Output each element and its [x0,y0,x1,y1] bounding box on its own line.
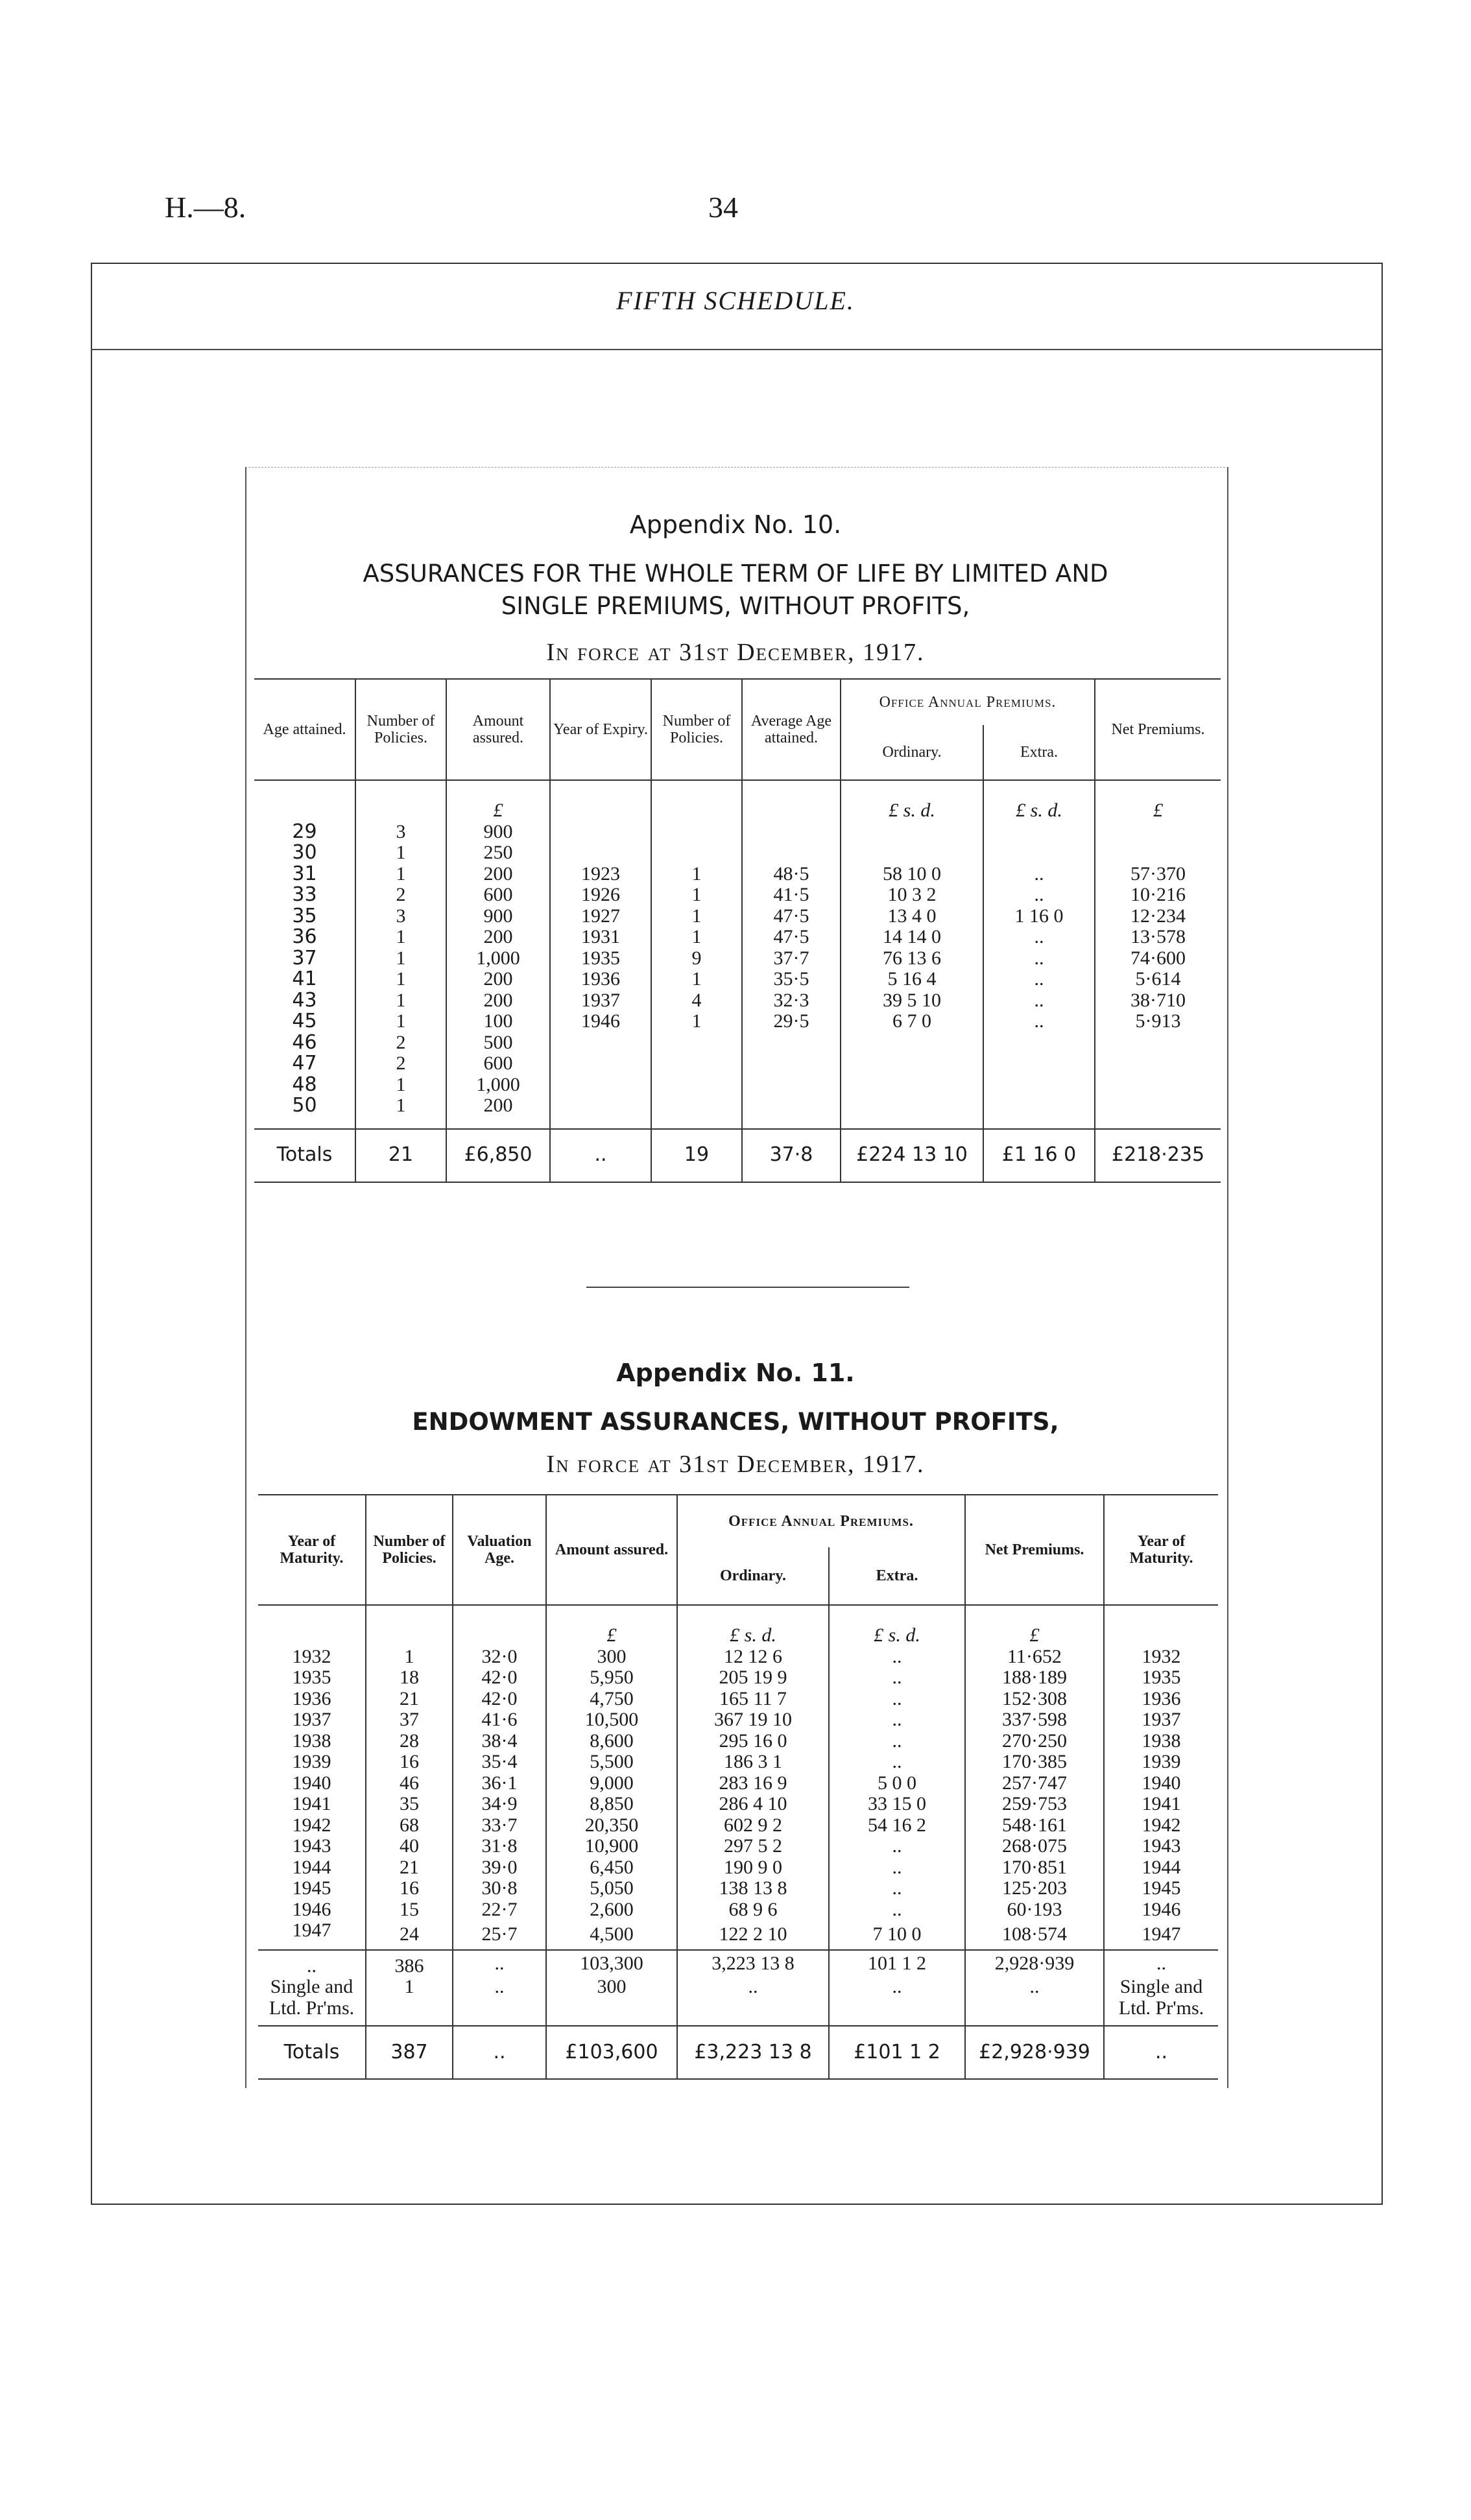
table-row: 1946 15 22·7 2,600 68 9 6 .. 60·193 1946 [258,1899,1218,1921]
appendix10-heading-line2: SINGLE PREMIUMS, WITHOUT PROFITS, [501,592,970,620]
appendix11-subtitle: In force at 31st December, 1917. [546,1451,925,1478]
table-row: 31 1 200 1923 1 48·5 58 10 0 .. 57·370 [254,864,1221,885]
unit-ordinary: £ s. d. [677,1605,829,1646]
unit-age [254,780,355,822]
col-net-premiums: Net Premiums. [1095,679,1221,780]
page-number: 34 [708,191,738,224]
unit-extra: £ s. d. [983,780,1095,822]
table-row: 1936 21 42·0 4,750 165 11 7 .. 152·308 1936 [258,1689,1218,1710]
table-row: 1944 21 39·0 6,450 190 9 0 .. 170·851 1944 [258,1857,1218,1879]
table-row: 41 1 200 1936 1 35·5 5 16 4 .. 5·614 [254,969,1221,990]
appendix11-heading: ENDOWMENT ASSURANCES, WITHOUT PROFITS, [412,1408,1059,1436]
col-number-of-policies-2: Number of Policies. [651,679,742,780]
col-valuation-age: Valuation Age. [453,1495,546,1605]
unit-amount: £ [546,1605,677,1646]
appendix10-table [254,678,1221,1183]
table-row: 1945 16 30·8 5,050 138 13 8 .. 125·203 1945 [258,1878,1218,1899]
table-row: 47 2 600 [254,1053,1221,1075]
table-row: 45 1 100 1946 1 29·5 6 7 0 .. 5·913 [254,1011,1221,1032]
unit-net: £ [1095,780,1221,822]
appendix11-table [258,1494,1218,2080]
col-extra: Extra. [829,1547,965,1605]
col-ordinary: Ordinary. [677,1547,829,1605]
table-row: 1941 35 34·9 8,850 286 4 10 33 15 0 259·753 1941 [258,1794,1218,1815]
col-office-annual-premiums: Office Annual Premiums. [677,1495,965,1547]
unit-extra: £ s. d. [829,1605,965,1646]
section-divider [586,1287,909,1288]
table-row: 1947 24 25·7 4,500 122 2 10 7 10 0 108·574 1947 [258,1920,1218,1950]
table-row: 50 1 200 [254,1095,1221,1129]
table-row: 1932 1 32·0 300 12 12 6 .. 11·652 1932 [258,1646,1218,1668]
table-row: 1938 28 38·4 8,600 295 16 0 .. 270·250 1938 [258,1731,1218,1752]
col-year-of-maturity-right: Year of Maturity. [1104,1495,1218,1605]
col-ordinary: Ordinary. [841,725,983,780]
col-office-annual-premiums: Office Annual Premiums. [841,679,1095,725]
col-number-of-policies: Number of Policies. [355,679,446,780]
table-row: 1943 40 31·8 10,900 297 5 2 .. 268·075 1943 [258,1836,1218,1857]
unit-ordinary: £ s. d. [841,780,983,822]
unit-net: £ [965,1605,1104,1646]
table-row: 48 1 1,000 [254,1075,1221,1096]
table-row: 30 1 250 [254,842,1221,864]
table-row: 1937 37 41·6 10,500 367 19 10 .. 337·598 1937 [258,1709,1218,1731]
schedule-title-rule [91,349,1383,350]
table-row: 33 2 600 1926 1 41·5 10 3 2 .. 10·216 [254,885,1221,906]
unit-amount: £ [446,780,550,822]
appendix11-title: Appendix No. 11. [616,1359,855,1387]
col-amount-assured: Amount assured. [446,679,550,780]
subtotal-row: .. 386 .. 103,300 3,223 13 8 101 1 2 2,928·939 .. [258,1950,1218,1977]
appendix10-heading [0,558,1471,623]
col-net-premiums: Net Premiums. [965,1495,1104,1605]
single-label-line1: Single and [270,1976,353,1997]
col-year-of-maturity: Year of Maturity. [258,1495,366,1605]
table-row: 1942 68 33·7 20,350 602 9 2 54 16 2 548·161 1942 [258,1815,1218,1837]
col-average-age: Average Age attained. [742,679,841,780]
col-extra: Extra. [983,725,1095,780]
col-number-of-policies: Number of Policies. [366,1495,453,1605]
appendix10-heading-line1: ASSURANCES FOR THE WHOLE TERM OF LIFE BY LIMITED AND [363,560,1108,588]
table-row: 1935 18 42·0 5,950 205 19 9 .. 188·189 1935 [258,1667,1218,1689]
col-year-of-expiry: Year of Expiry. [550,679,651,780]
table-row: 37 1 1,000 1935 9 37·7 76 13 6 .. 74·600 [254,948,1221,969]
totals-row: Totals 21 £6,850 .. 19 37·8 £224 13 10 £1 16 0 £218·235 [254,1129,1221,1182]
totals-row: Totals 387 .. £103,600 £3,223 13 8 £101 1 2 £2,928·939 .. [258,2026,1218,2079]
schedule-title: FIFTH SCHEDULE. [616,286,855,315]
table-row: 35 3 900 1927 1 47·5 13 4 0 1 16 0 12·234 [254,906,1221,927]
single-label-right-line1: Single and [1119,1976,1203,1997]
col-age-attained: Age attained. [254,679,355,780]
appendix10-subtitle: In force at 31st December, 1917. [546,639,925,666]
table-row: 29 3 900 [254,822,1221,843]
table-row: 1939 16 35·4 5,500 186 3 1 .. 170·385 1939 [258,1752,1218,1773]
col-amount-assured: Amount assured. [546,1495,677,1605]
single-label-right-line2: Ltd. Pr'ms. [1118,1997,1204,2019]
single-label-line2: Ltd. Pr'ms. [269,1997,355,2019]
page-reference: H.—8. [165,191,246,224]
table-row: 43 1 200 1937 4 32·3 39 5 10 .. 38·710 [254,990,1221,1012]
table-row: 36 1 200 1931 1 47·5 14 14 0 .. 13·578 [254,927,1221,948]
table-row: 1940 46 36·1 9,000 283 16 9 5 0 0 257·747 1940 [258,1773,1218,1794]
appendix10-title: Appendix No. 10. [629,510,842,539]
single-premiums-row: Single and Ltd. Pr'ms. 1 .. 300 .. .. .. Single and Ltd. Pr'ms. [258,1977,1218,2026]
table-row: 46 2 500 [254,1032,1221,1054]
